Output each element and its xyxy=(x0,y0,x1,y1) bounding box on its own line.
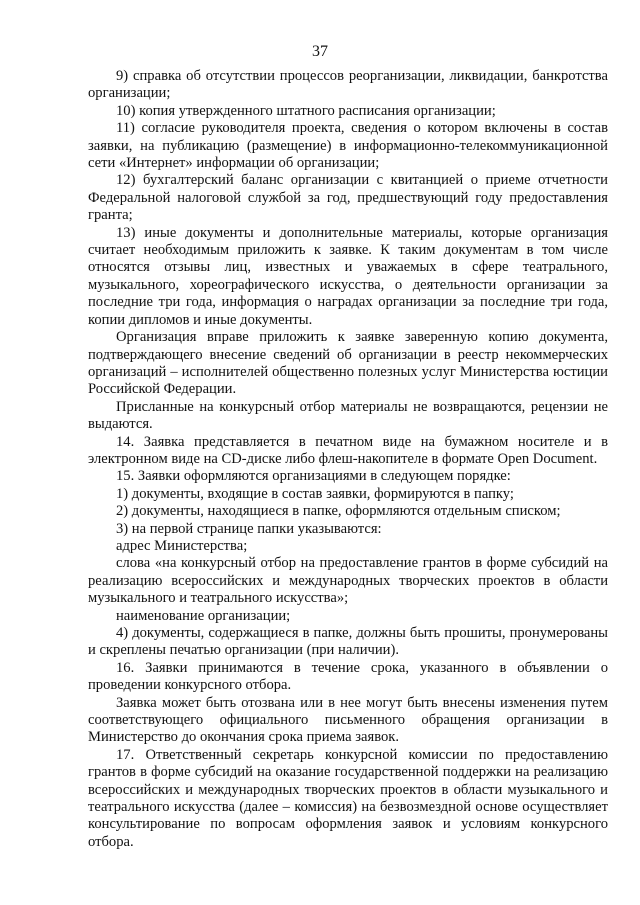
paragraph-item-13: 13) иные документы и дополнительные материалы, которые организация считает необходимым приложить к заявке. К таким документам в том числе относятся отзывы лиц, известных и уважаемых в сфере театрального, музыкального, хореографического искусства, о деятельности организации за последние три года, информация о наградах организации за последние три года, копии дипломов и иные документы. xyxy=(88,224,608,328)
paragraph-section-16: 16. Заявки принимаются в течение срока, указанного в объявлении о проведении конкурсного отбора. xyxy=(88,659,608,694)
list-item-organization-name: наименование организации; xyxy=(116,607,291,624)
list-item-first-page: 3) на первой странице папки указываются: xyxy=(116,520,382,537)
list-item-words: слова «на конкурсный отбор на предоставление грантов в форме субсидий на реализацию всероссийских и международных творческих проектов в области музыкального и театрального искусства»; xyxy=(88,555,608,607)
list-item-stitched: 4) документы, содержащиеся в папке, должны быть прошиты, пронумерованы и скреплены печатью организации (при наличии). xyxy=(88,625,608,659)
paragraph-item-10: 10) копия утвержденного штатного расписания организации; xyxy=(116,102,496,119)
paragraph-section-15: 15. Заявки оформляются организациями в следующем порядке: xyxy=(116,468,511,485)
page-number: 37 xyxy=(312,43,328,60)
paragraph-materials-not-returned: Присланные на конкурсный отбор материалы не возвращаются, рецензии не выдаются. xyxy=(88,398,608,433)
paragraph-optional-attachment: Организация вправе приложить к заявке заверенную копию документа, подтверждающего внесение сведений об организации в реестр некоммерческих организаций – исполнителей общественно полезных услуг Министерства юстиции Российской Федерации. xyxy=(88,329,608,398)
paragraph-item-12: 12) бухгалтерский баланс организации с квитанцией о приеме отчетности Федеральной налоговой службой за год, предшествующий году предоставления гранта; xyxy=(88,172,608,224)
list-item-ministry-address: адрес Министерства; xyxy=(116,537,248,554)
document-body xyxy=(88,68,608,851)
paragraph-section-17: 17. Ответственный секретарь конкурсной комиссии по предоставлению грантов в форме субсидий на оказание государственной поддержки на реализацию всероссийских и международных творческих проектов в области музыкального и театрального искусства (далее – комиссия) на безвозмездной основе осуществляет консультирование по вопросам оформления заявок и условиям конкурсного отбора. xyxy=(88,746,608,850)
list-item-separate-list: 2) документы, находящиеся в папке, оформляются отдельным списком; xyxy=(116,503,561,520)
paragraph-section-14: 14. Заявка представляется в печатном виде на бумажном носителе и в электронном виде на CD-диске либо флеш-накопителе в формате Open Document. xyxy=(88,433,608,467)
list-item-folder: 1) документы, входящие в состав заявки, формируются в папку; xyxy=(116,485,514,502)
paragraph-item-11: 11) согласие руководителя проекта, сведения о котором включены в состав заявки, на публикацию (размещение) в информационно-телекоммуникационной сети «Интернет» информации об организации; xyxy=(88,120,608,172)
paragraph-item-9: 9) справка об отсутствии процессов реорганизации, ликвидации, банкротства организации; xyxy=(88,68,608,102)
paragraph-withdrawal: Заявка может быть отозвана или в нее могут быть внесены изменения путем соответствующего официального письменного обращения организации в Министерство до окончания срока приема заявок. xyxy=(88,694,608,746)
